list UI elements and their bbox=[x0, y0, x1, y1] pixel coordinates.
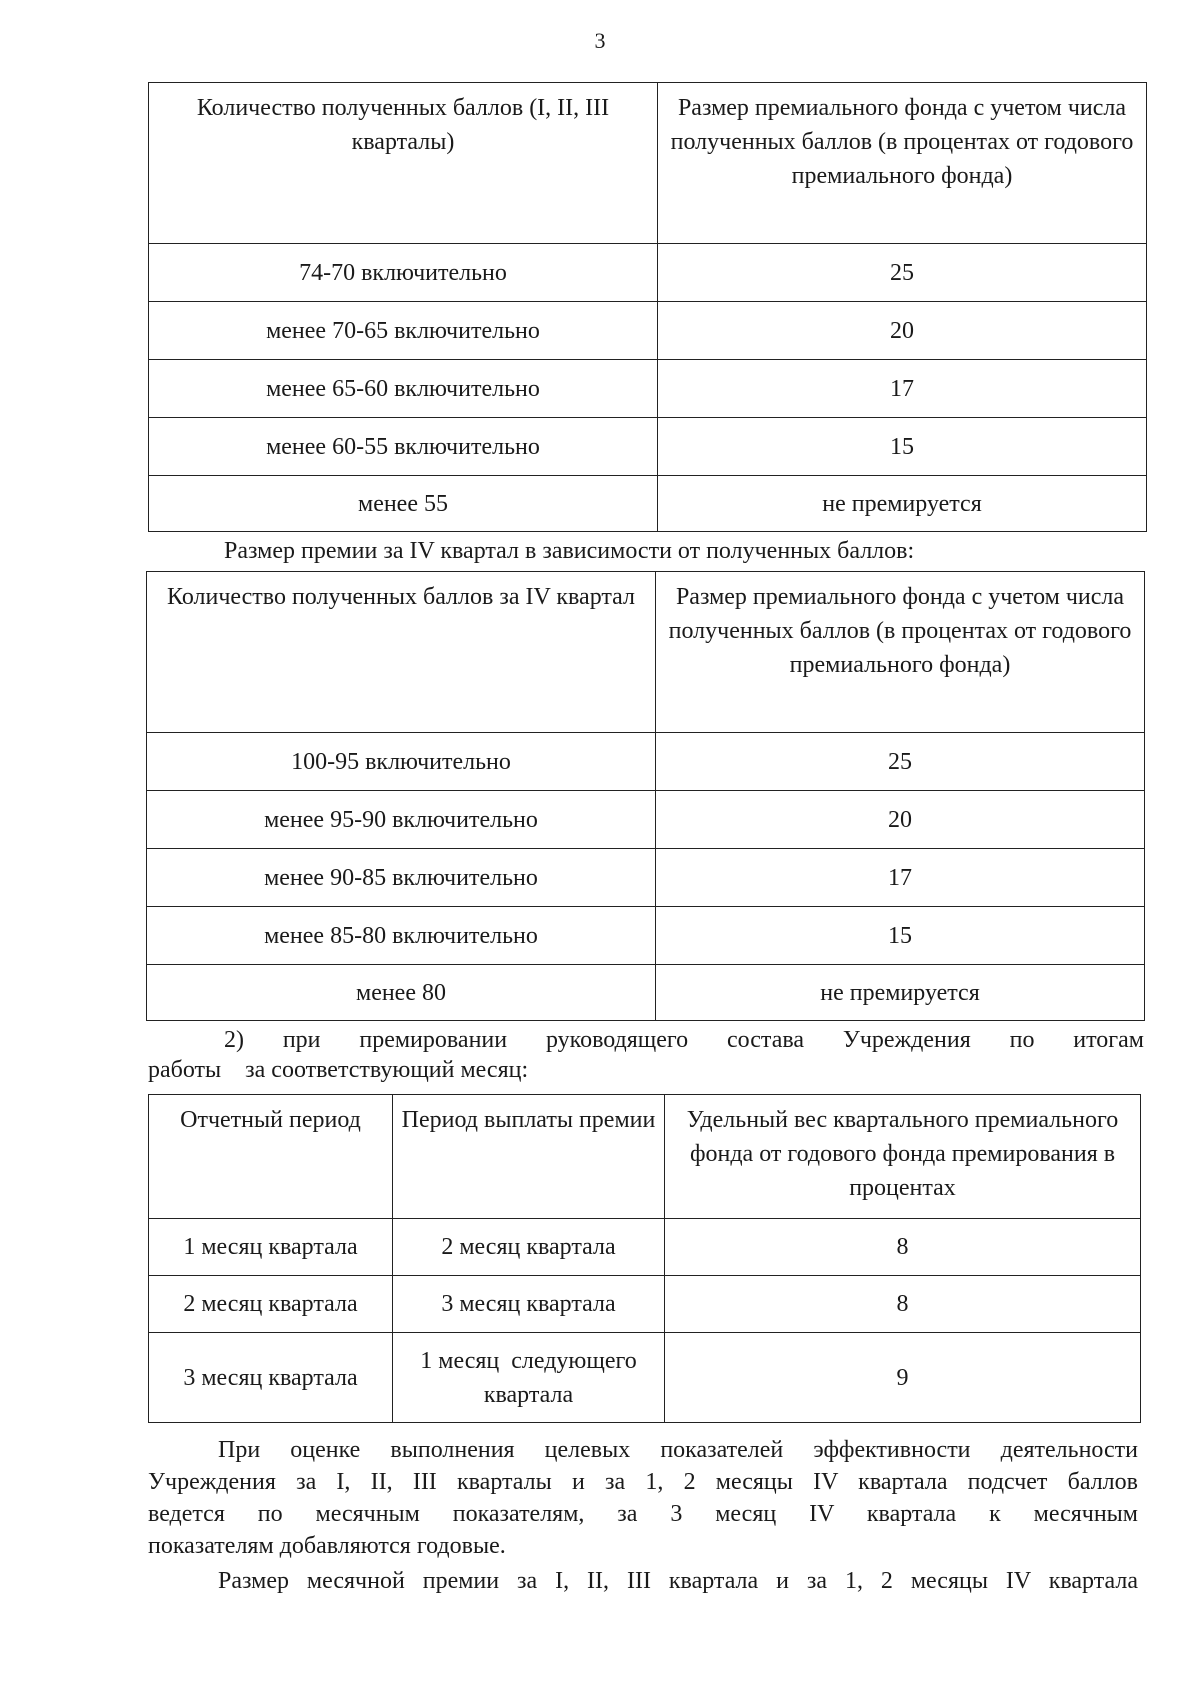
bonus-table-quarter-4 bbox=[146, 571, 1145, 1021]
header-fund-percent-column: Размер премиального фонда с учетом числа полученных баллов (в процентах от годового премиального фонда) bbox=[656, 572, 1145, 733]
page-number: 3 bbox=[594, 28, 606, 53]
paragraph-2-line-1: 2) при премировании руководящего состава Учреждения по итогам bbox=[224, 1027, 1144, 1053]
table-row bbox=[147, 965, 1145, 1021]
paragraph-3-line-2: Учреждения за I, II, III кварталы и за 1, 2 месяцы IV квартала подсчет баллов bbox=[148, 1469, 1138, 1495]
table-row bbox=[149, 1333, 1141, 1423]
fund-weight-cell: 8 bbox=[665, 1276, 1141, 1333]
header-fund-weight: Удельный вес квартального премиального фонда от годового фонда премирования в процентах bbox=[665, 1095, 1141, 1219]
fund-percent-cell: 25 bbox=[656, 733, 1145, 791]
table-row bbox=[149, 244, 1147, 302]
table-row bbox=[149, 360, 1147, 418]
fund-percent-cell: 17 bbox=[656, 849, 1145, 907]
table-row bbox=[149, 1276, 1141, 1333]
points-range-cell: менее 85-80 включительно bbox=[147, 907, 656, 965]
table-header-row bbox=[149, 1095, 1141, 1219]
fund-percent-cell: 20 bbox=[658, 302, 1147, 360]
table2-caption: Размер премии за IV квартал в зависимости от полученных баллов: bbox=[224, 538, 915, 564]
table-row bbox=[147, 849, 1145, 907]
points-range-cell: менее 95-90 включительно bbox=[147, 791, 656, 849]
points-range-cell: менее 80 bbox=[147, 965, 656, 1021]
header-points-column: Количество полученных баллов (I, II, III кварталы) bbox=[149, 83, 658, 244]
fund-weight-cell: 8 bbox=[665, 1219, 1141, 1276]
points-range-cell: менее 90-85 включительно bbox=[147, 849, 656, 907]
paragraph-3-line-3: ведется по месячным показателям, за 3 месяц IV квартала к месячным bbox=[148, 1501, 1138, 1527]
fund-percent-cell: 15 bbox=[658, 418, 1147, 476]
fund-percent-cell: 15 bbox=[656, 907, 1145, 965]
points-range-cell: 100-95 включительно bbox=[147, 733, 656, 791]
table-row bbox=[147, 907, 1145, 965]
header-fund-percent-column: Размер премиального фонда с учетом числа полученных баллов (в процентах от годового премиального фонда) bbox=[658, 83, 1147, 244]
table-header-row bbox=[149, 83, 1147, 244]
points-range-cell: 74-70 включительно bbox=[149, 244, 658, 302]
points-range-cell: менее 65-60 включительно bbox=[149, 360, 658, 418]
fund-weight-cell: 9 bbox=[665, 1333, 1141, 1423]
paragraph-3-line-4: показателям добавляются годовые. bbox=[148, 1533, 506, 1559]
table-row bbox=[149, 302, 1147, 360]
payout-period-cell: 3 месяц квартала bbox=[393, 1276, 665, 1333]
fund-percent-cell: 25 bbox=[658, 244, 1147, 302]
bonus-table-quarters-1-3 bbox=[148, 82, 1147, 532]
table-row bbox=[149, 1219, 1141, 1276]
table-row bbox=[149, 418, 1147, 476]
table-row bbox=[147, 791, 1145, 849]
report-period-cell: 3 месяц квартала bbox=[149, 1333, 393, 1423]
fund-percent-cell: 17 bbox=[658, 360, 1147, 418]
payout-period-cell: 2 месяц квартала bbox=[393, 1219, 665, 1276]
points-range-cell: менее 70-65 включительно bbox=[149, 302, 658, 360]
table-header-row bbox=[147, 572, 1145, 733]
payout-period-cell: 1 месяц следующего квартала bbox=[393, 1333, 665, 1423]
header-report-period: Отчетный период bbox=[149, 1095, 393, 1219]
report-period-cell: 1 месяц квартала bbox=[149, 1219, 393, 1276]
header-points-column: Количество полученных баллов за IV квартал bbox=[147, 572, 656, 733]
paragraph-3-line-1: При оценке выполнения целевых показателей эффективности деятельности bbox=[218, 1437, 1138, 1463]
table-row bbox=[147, 733, 1145, 791]
points-range-cell: менее 55 bbox=[149, 476, 658, 532]
fund-percent-cell: 20 bbox=[656, 791, 1145, 849]
report-period-cell: 2 месяц квартала bbox=[149, 1276, 393, 1333]
paragraph-4-line-1: Размер месячной премии за I, II, III квартала и за 1, 2 месяцы IV квартала bbox=[218, 1568, 1139, 1594]
table-row bbox=[149, 476, 1147, 532]
paragraph-2-line-2: работы за соответствующий месяц: bbox=[148, 1057, 529, 1083]
monthly-bonus-table bbox=[148, 1094, 1141, 1423]
header-payout-period: Период выплаты премии bbox=[393, 1095, 665, 1219]
points-range-cell: менее 60-55 включительно bbox=[149, 418, 658, 476]
fund-percent-cell: не премируется bbox=[656, 965, 1145, 1021]
fund-percent-cell: не премируется bbox=[658, 476, 1147, 532]
